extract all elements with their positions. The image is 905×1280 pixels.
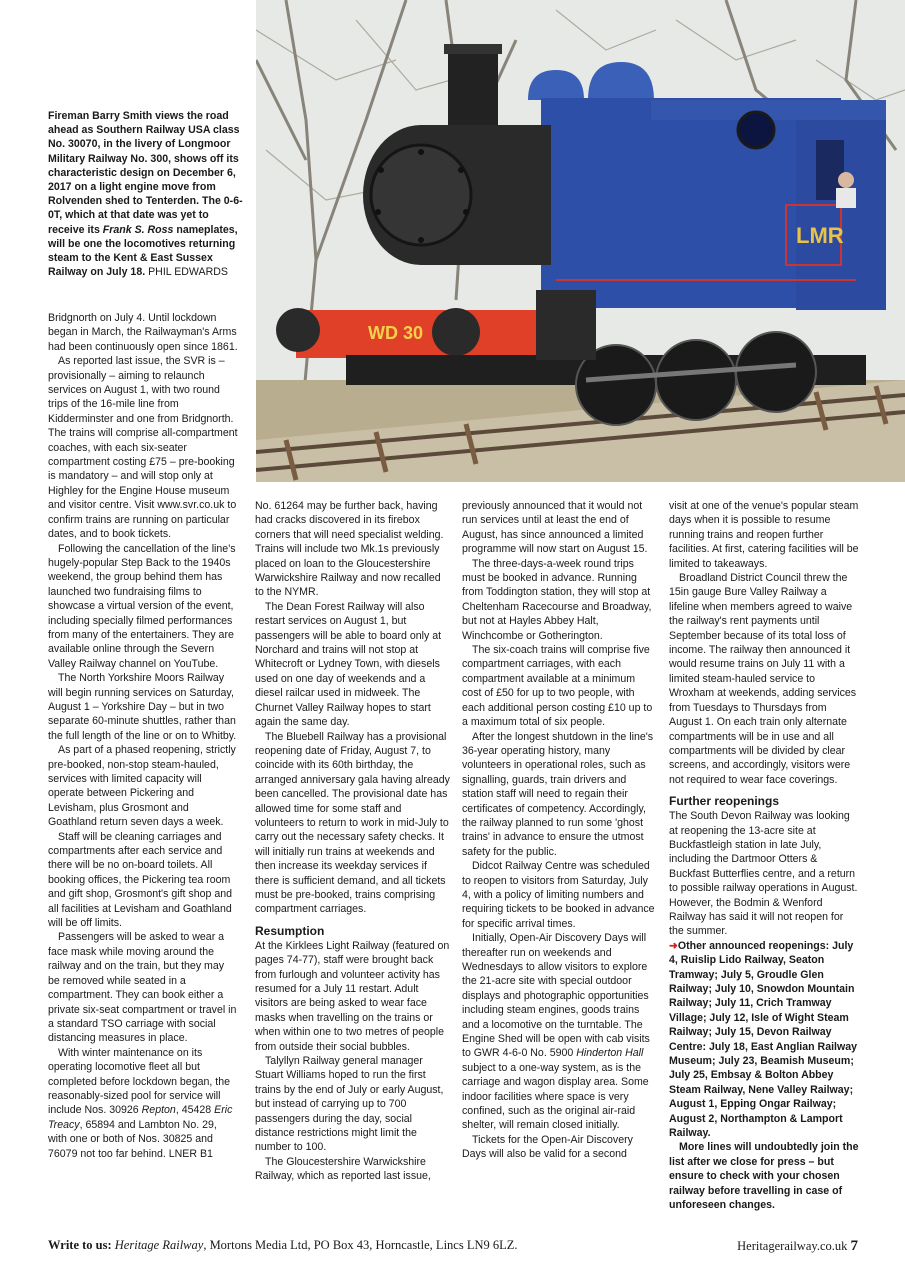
paragraph: Broadland District Council threw the 15in gauge Bure Valley Railway a lifeline when members agreed to waive the railway's rent payments until September because of its total loss of income. The railway then announced it would resume trains on July 11 with a limited steam-hauled service to Wroxham at weekends, adding services from Tuesdays to Thursdays from August 1. On each train only alternate compartments will be in use and all compartments will be divided by clear screens, and accordingly, visitors were not required to wear face coverings.	[669, 572, 857, 786]
paragraph: Bridgnorth on July 4. Until lockdown began in March, the Railwayman's Arms had been continuously open since 1861.	[48, 312, 238, 353]
paragraph: Tickets for the Open-Air Discovery Days will also be valid for a second	[462, 1133, 633, 1161]
column-3	[462, 499, 657, 1162]
paragraph: Staff will be cleaning carriages and compartments after each service and there will be no on-board toilets. All booking offices, the Pickering tea room and gift shop, Grosmont's gift shop and all facilities at Levisham and Goathland will be off limits.	[48, 830, 232, 930]
column-4	[669, 499, 859, 1213]
text-run: subject to a one-way system, as is the carriage and wagon display area. Some indoor facilities where space is very confined, such as the original air-raid shelter, will remain closed initially.	[462, 1061, 649, 1132]
address: , Mortons Media Ltd, PO Box 43, Horncastle, Lincs LN9 6LZ.	[203, 1238, 518, 1252]
paragraph: As reported last issue, the SVR is – provisionally – aiming to relaunch services on August 1, with two round trips of the 16-mile line from Kidderminster and one from Bridgnorth. The trains will comprise all-compartment coaches, with each six-seater compartment costing £75 – pre-booking is mandatory – and will stop only at Highley for the Engine House museum and visitor centre. Visit www.svr.co.uk to confirm trains are running on particular dates, and to book tickets.	[48, 355, 238, 541]
caption-italic: Frank S. Ross	[102, 223, 174, 236]
page-footer	[48, 1238, 858, 1260]
text-run: , 45428	[175, 1104, 215, 1117]
tank-lettering: LMR	[796, 223, 844, 248]
paragraph: The three-days-a-week round trips must be booked in advance. Running from Toddington station, they will stop at Cheltenham Racecourse and Broadway, but not at Hayles Abbey Halt, Winchcombe or Gotherington.	[462, 557, 652, 642]
paragraph: Talyllyn Railway general manager Stuart Williams hoped to run the first trains by the end of July or early August, but instead of carrying up to 700 passengers during the day, social distance restrictions might limit the number to 100.	[255, 1055, 444, 1154]
paragraph: The Bluebell Railway has a provisional reopening date of Friday, August 7, to coincide with its 60th birthday, the arranged anniversary gala having already been cancelled. The provisional date has allowed time for some staff and volunteers to return to work in mid-July to carry out the necessary safety checks. It will initially run trains at weekends and then increase its weekday services if there is sufficient demand, and all tickets must be pre-booked, trains comprising compartment carriages.	[255, 730, 450, 916]
caption-text-b: nameplates, will be one the locomotives returning steam to the Kent & East Sussex Railway on July 18.	[48, 223, 238, 279]
paragraph: The North Yorkshire Moors Railway will begin running services on Saturday, August 1 – Yorkshire Day – but in two separate 60-minute shuttles, rather than the full length of the line or on to Whitby.	[48, 672, 237, 742]
write-label: Write to us:	[48, 1238, 112, 1252]
loco-name: Repton	[141, 1104, 176, 1117]
paragraph: More lines will undoubtedly join the list after we close for press – but ensure to check with your chosen railway before travelling in case of unforeseen changes.	[669, 1141, 859, 1212]
section-heading-further-reopenings: Further reopenings	[669, 794, 780, 809]
paragraph: At the Kirklees Light Railway (featured on pages 74-77), staff were brought back from furlough and volunteer activity has resumed for a July 11 restart. Adult visitors are being asked to wear face masks when travelling on the trains or when within one to two metres of people from outside their social bubbles.	[255, 939, 450, 1053]
website: Heritagerailway.co.uk	[737, 1239, 848, 1253]
section-heading-resumption: Resumption	[255, 923, 325, 938]
reopenings-list	[669, 939, 859, 1141]
locomotive-illustration	[256, 0, 905, 482]
paragraph: No. 61264 may be further back, having had cracks discovered in its firebox corners that will need specialist welding. Trains will include two Mk.1s previously placed on loan to the Gloucestershire Warwickshire Railway and now recalled to the NYMR.	[255, 500, 444, 599]
footer-site	[737, 1238, 858, 1255]
paragraph: Following the cancellation of the line's hugely-popular Step Back to the 1940s weekend, the group behind them has launched two fundraising films to showcase a virtual version of the event, including specially filmed performances from many of the entertainers. They are available online through the Severn Valley Railway channel on YouTube.	[48, 542, 236, 670]
paragraph	[462, 931, 657, 1133]
paragraph	[48, 1046, 238, 1161]
footer-contact	[48, 1238, 518, 1253]
paragraph: After the longest shutdown in the line's 36-year operating history, many volunteers in operational roles, such as signalling, guards, train drivers and station staff will need to regain their certificates of competency. Accordingly, the railway planned to run some 'ghost trains' in advance to ensure the utmost safety for the public.	[462, 730, 654, 858]
paragraph: Didcot Railway Centre was scheduled to reopen to visitors from Saturday, July 4, with a policy of limiting numbers and requiring tickets to be booked in advance for specific arrival times.	[462, 860, 655, 930]
paragraph: visit at one of the venue's popular steam days when it is possible to resume running trains and reopen further facilities. At first, catering facilities will be limited to takeaways.	[669, 500, 859, 570]
page-number: 7	[850, 1238, 858, 1254]
paragraph: previously announced that it would not run services until at least the end of August, has since announced a limited programme will now start on August 15.	[462, 500, 648, 556]
paragraph: The six-coach trains will comprise five compartment carriages, with each compartment available at a minimum cost of £50 for up to two people, with each additional person costing £10 up to a maximum total of six people.	[462, 644, 653, 729]
photo-caption	[48, 109, 246, 279]
paragraph: The Gloucestershire Warwickshire Railway, which as reported last issue,	[255, 1155, 431, 1183]
text-run: Initially, Open-Air Discovery Days will thereafter run on weekends and Wednesdays to allow visitors to explore the 21-acre site with special outdoor displays and photographic opportunities including steam engines, goods trains and a locomotive on the turntable. The Engine Shed will be open with cab visits to GWR 4-6-0 No. 5900	[462, 932, 650, 1060]
locomotive-photo	[256, 0, 905, 482]
caption-text-a: Fireman Barry Smith views the road ahead as Southern Railway USA class No. 30070, in the livery of Longmoor Military Railway No. 300, shows off its characteristic design on December 6, 2017 on a light engine move from Rolvenden shed to Tenterden. The 0-6-0T, which at that date was yet to receive its	[48, 110, 243, 236]
text-run: Other announced reopenings: July 4, Ruislip Lido Railway, Seaton Tramway; July 5, Groudle Glen Railway; July 10, Snowdon Mountain Railway; July 11, Crich Tramway Village; July 12, Isle of Wight Steam Railway; July 15, Devon Railway Centre: July 18, East Anglian Railway Museum; July 23, Beamish Museum; July 25, Embsay & Bolton Abbey Steam Railway, Nene Valley Railway; August 1, Epping Ongar Railway; August 2, Northampton & Lamport Railway.	[669, 939, 858, 1140]
text-run: With winter maintenance on its operating locomotive fleet all but completed before lockdown began, the reasonably-sized pool for service will include Nos. 30926	[48, 1046, 230, 1117]
paragraph: Passengers will be asked to wear a face mask while moving around the railway and on the train, but they may be removed while seated in a compartment. They can book either a private six-seat compartment or travel in a standard TSO carriage with social distancing measures in place.	[48, 931, 237, 1045]
paragraph: The South Devon Railway was looking at reopening the 13-acre site at Buckfastleigh station in late July, including the Dartmoor Otters & Buckfast Butterflies centre, and a return to possible railway operations in August. However, the Bodmin & Wenford Railway has said it will not reopen for the summer.	[669, 810, 858, 938]
text-run: , 65894 and Lambton No. 29, with one or both of Nos. 30825 and 76079 not too far behind. LNER B1	[48, 1118, 217, 1160]
paragraph: As part of a phased reopening, strictly pre-booked, non-stop steam-hauled, services with limited capacity will operate between Pickering and Levisham, plus Grosmont and Goathland return seven days a week.	[48, 744, 236, 829]
column-1	[48, 311, 238, 1161]
loco-name: Eric Treacy	[48, 1104, 233, 1131]
photo-credit: PHIL EDWARDS	[148, 266, 228, 279]
smokebox-plate: WD 30	[368, 323, 424, 343]
loco-name: Hinderton Hall	[576, 1047, 644, 1060]
magazine-name: Heritage Railway	[114, 1238, 204, 1252]
paragraph: The Dean Forest Railway will also restart services on August 1, but passengers will be able to board only at Norchard and trains will not stop at Whitecroft or Lydney Town, with diesels used on one day of weekends and a diesel railcar used in midweek. The Churnet Valley Railway hopes to start again the same day.	[255, 600, 442, 729]
column-2	[255, 499, 450, 1184]
arrow-icon: ➜	[669, 939, 678, 952]
